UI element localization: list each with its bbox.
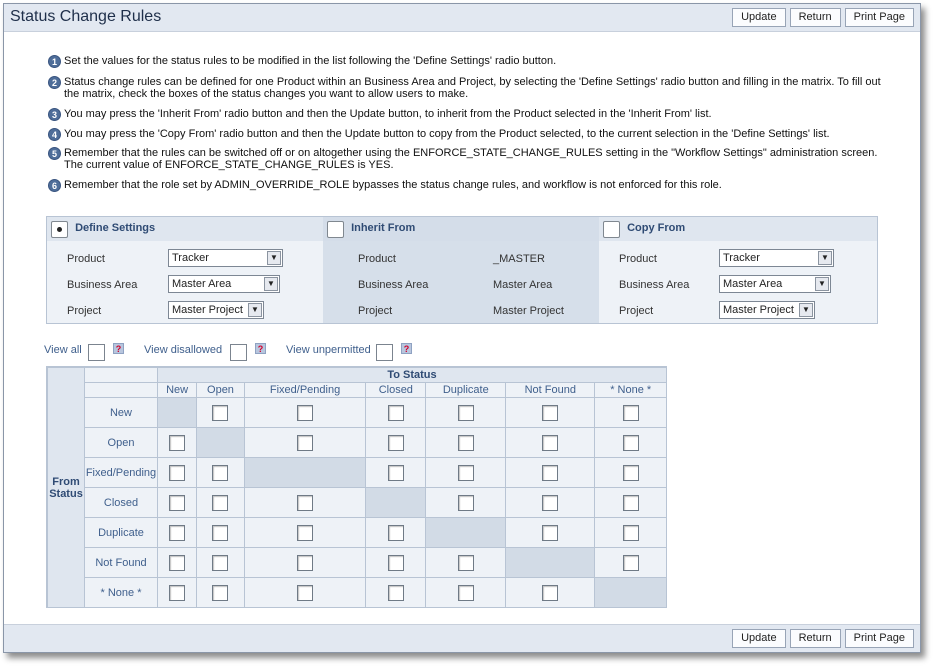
- instruction-text: You may press the 'Copy From' radio button and then the Update button to copy from the Product selected, to the current selection in the 'Define Settings' list.: [64, 128, 830, 140]
- matrix-cell: [426, 488, 506, 518]
- top-toolbar: [4, 4, 920, 32]
- step-number-badge: 5: [48, 147, 61, 160]
- define-settings-body: [47, 241, 323, 323]
- transition-checkbox[interactable]: [212, 495, 228, 511]
- from-status-row-header: Closed: [85, 488, 158, 518]
- inherit-from-body: [323, 241, 599, 323]
- matrix-cell: [244, 428, 366, 458]
- copy-from-radio[interactable]: [603, 221, 620, 238]
- to-status-column-header: Open: [197, 383, 245, 398]
- settings-panel: [46, 216, 878, 324]
- page-title: Status Change Rules: [10, 8, 162, 25]
- matrix-cell: [506, 398, 595, 428]
- chevron-down-icon: ▼: [815, 277, 829, 291]
- step-number-badge: 3: [48, 108, 61, 121]
- select-value: Master Project: [172, 304, 243, 316]
- transition-checkbox[interactable]: [169, 525, 185, 541]
- view-disallowed-checkbox[interactable]: [230, 344, 247, 361]
- table-row: [48, 548, 667, 578]
- step-number-badge: 1: [48, 55, 61, 68]
- transition-checkbox[interactable]: [542, 585, 558, 601]
- transition-checkbox[interactable]: [458, 465, 474, 481]
- view-all-label: View all: [44, 344, 82, 356]
- define-project-row: [47, 297, 323, 321]
- matrix-cell: [426, 428, 506, 458]
- define-settings-radio[interactable]: [51, 221, 68, 238]
- matrix-cell: [158, 488, 197, 518]
- transition-checkbox[interactable]: [458, 435, 474, 451]
- matrix-cell: [158, 578, 197, 608]
- chevron-down-icon: ▼: [264, 277, 278, 291]
- select-value: Master Area: [172, 278, 232, 290]
- transition-checkbox[interactable]: [388, 555, 404, 571]
- table-row: [48, 518, 667, 548]
- matrix-cell: [244, 548, 366, 578]
- matrix-cell: [595, 518, 667, 548]
- copy-product-row: [599, 245, 877, 269]
- matrix-cell: [426, 398, 506, 428]
- from-status-row-header: Duplicate: [85, 518, 158, 548]
- matrix-cell: [366, 548, 426, 578]
- matrix-cell: [506, 428, 595, 458]
- to-status-label: To Status: [158, 368, 667, 383]
- table-row: [48, 398, 667, 428]
- matrix-cell: [244, 398, 366, 428]
- select-value: Tracker: [723, 252, 760, 264]
- inherit-project-row: [323, 297, 599, 321]
- matrix-cell: [197, 458, 245, 488]
- instruction-text: Status change rules can be defined for one Product within an Business Area and Project, by selecting the 'Define Settings' radio button and filling in the matrix. To fill out the matrix, check the boxes of the status changes you want to allow users to make.: [64, 76, 881, 100]
- transition-checkbox[interactable]: [623, 495, 639, 511]
- matrix-cell: [158, 548, 197, 578]
- from-status-row-header: New: [85, 398, 158, 428]
- matrix-cell: [366, 578, 426, 608]
- project-label: Project: [67, 305, 102, 317]
- copy-project-select[interactable]: [719, 301, 815, 319]
- matrix-cell: [197, 578, 245, 608]
- inherit-product-value: _MASTER: [493, 253, 545, 265]
- transition-checkbox[interactable]: [169, 435, 185, 451]
- matrix-cell-disabled: [506, 548, 595, 578]
- matrix-corner: [85, 368, 158, 383]
- chevron-down-icon: ▼: [267, 251, 281, 265]
- top-button-group: [732, 8, 914, 27]
- copy-area-row: [599, 271, 877, 295]
- matrix-cell: [366, 398, 426, 428]
- instruction-6: [48, 179, 722, 191]
- table-row: [48, 578, 667, 608]
- help-icon[interactable]: ?: [113, 343, 124, 354]
- status-matrix: [46, 366, 667, 608]
- define-product-select[interactable]: [168, 249, 283, 267]
- transition-checkbox[interactable]: [458, 555, 474, 571]
- matrix-cell-disabled: [158, 398, 197, 428]
- transition-checkbox[interactable]: [623, 435, 639, 451]
- transition-checkbox[interactable]: [542, 525, 558, 541]
- bottom-toolbar: [4, 624, 920, 652]
- business-area-label: Business Area: [619, 279, 690, 291]
- inherit-area-row: [323, 271, 599, 295]
- matrix-cell: [595, 398, 667, 428]
- matrix-cell: [595, 458, 667, 488]
- transition-checkbox[interactable]: [297, 585, 313, 601]
- table-row: [48, 428, 667, 458]
- define-settings-header: [51, 221, 323, 243]
- instruction-2: [48, 76, 898, 100]
- matrix-cell: [366, 518, 426, 548]
- inherit-product-row: [323, 245, 599, 269]
- transition-checkbox[interactable]: [388, 525, 404, 541]
- matrix-cell: [595, 488, 667, 518]
- inherit-from-column: [323, 217, 599, 323]
- chevron-down-icon: ▼: [799, 303, 813, 317]
- matrix-cell: [506, 488, 595, 518]
- transition-checkbox[interactable]: [169, 585, 185, 601]
- product-label: Product: [67, 253, 105, 265]
- instruction-text: Remember that the rules can be switched off or on altogether using the ENFORCE_STATE_CHANGE_RULES setting in the "Workflow Settings" administration screen. The current value of ENFORCE_STATE_CHANGE_RULES is YES.: [64, 147, 878, 171]
- instruction-text: Remember that the role set by ADMIN_OVERRIDE_ROLE bypasses the status change rules, and workflow is not enforced for this role.: [64, 179, 722, 191]
- view-all-checkbox[interactable]: [88, 344, 105, 361]
- print-page-button[interactable]: Print Page: [845, 8, 914, 27]
- transition-checkbox[interactable]: [623, 525, 639, 541]
- copy-project-row: [599, 297, 877, 321]
- step-number-badge: 2: [48, 76, 61, 89]
- select-value: Tracker: [172, 252, 209, 264]
- select-value: Master Area: [723, 278, 783, 290]
- transition-checkbox[interactable]: [169, 555, 185, 571]
- matrix-cell: [158, 518, 197, 548]
- product-label: Product: [619, 253, 657, 265]
- matrix-cell: [426, 578, 506, 608]
- view-disallowed-label: View disallowed: [144, 344, 223, 356]
- inherit-from-radio[interactable]: [327, 221, 344, 238]
- table-row: [48, 488, 667, 518]
- chevron-down-icon: ▼: [248, 303, 262, 317]
- matrix-corner: [85, 383, 158, 398]
- business-area-label: Business Area: [358, 279, 429, 291]
- matrix-cell-disabled: [595, 578, 667, 608]
- from-status-row-header: * None *: [85, 578, 158, 608]
- transition-checkbox[interactable]: [297, 405, 313, 421]
- copy-from-body: [599, 241, 877, 323]
- transition-checkbox[interactable]: [623, 465, 639, 481]
- matrix-column-header-row: [48, 383, 667, 398]
- return-button[interactable]: Return: [790, 629, 841, 648]
- transition-checkbox[interactable]: [388, 435, 404, 451]
- transition-checkbox[interactable]: [388, 585, 404, 601]
- transition-checkbox[interactable]: [623, 555, 639, 571]
- transition-checkbox[interactable]: [388, 465, 404, 481]
- transition-checkbox[interactable]: [212, 525, 228, 541]
- instruction-4: [48, 128, 830, 140]
- copy-from-label: Copy From: [627, 222, 686, 234]
- view-unpermitted-checkbox[interactable]: [376, 344, 393, 361]
- instruction-1: [48, 55, 556, 67]
- from-status-row-header: Open: [85, 428, 158, 458]
- transition-checkbox[interactable]: [169, 465, 185, 481]
- to-status-column-header: Duplicate: [426, 383, 506, 398]
- instruction-5: [48, 147, 898, 171]
- inherit-area-value: Master Area: [493, 279, 553, 291]
- transition-checkbox[interactable]: [388, 405, 404, 421]
- transition-checkbox[interactable]: [458, 495, 474, 511]
- matrix-cell: [244, 488, 366, 518]
- transition-checkbox[interactable]: [542, 405, 558, 421]
- instruction-text: Set the values for the status rules to be modified in the list following the 'Define Settings' radio button.: [64, 55, 557, 67]
- transition-checkbox[interactable]: [212, 465, 228, 481]
- chevron-down-icon: ▼: [818, 251, 832, 265]
- copy-area-select[interactable]: [719, 275, 831, 293]
- matrix-cell: [426, 458, 506, 488]
- matrix-cell: [366, 428, 426, 458]
- define-settings-column: [47, 217, 323, 323]
- to-status-column-header: Fixed/Pending: [244, 383, 366, 398]
- product-label: Product: [358, 253, 396, 265]
- transition-checkbox[interactable]: [623, 405, 639, 421]
- matrix-cell: [158, 428, 197, 458]
- from-status-label: From Status: [48, 368, 85, 608]
- matrix-cell: [506, 458, 595, 488]
- matrix-cell-disabled: [244, 458, 366, 488]
- define-product-row: [47, 245, 323, 269]
- matrix-cell: [595, 548, 667, 578]
- update-button[interactable]: Update: [732, 8, 785, 27]
- matrix-header-row: [48, 368, 667, 383]
- from-status-row-header: Not Found: [85, 548, 158, 578]
- project-label: Project: [619, 305, 654, 317]
- instruction-text: You may press the 'Inherit From' radio button and then the Update button, to inherit from the Product selected in the 'Inherit From' list.: [64, 108, 712, 120]
- inherit-from-header: [327, 221, 599, 243]
- inherit-project-value: Master Project: [493, 305, 564, 317]
- table-row: [48, 458, 667, 488]
- matrix-cell: [426, 548, 506, 578]
- transition-checkbox[interactable]: [212, 555, 228, 571]
- transition-checkbox[interactable]: [212, 405, 228, 421]
- to-status-column-header: Not Found: [506, 383, 595, 398]
- matrix-cell: [197, 518, 245, 548]
- matrix-cell: [366, 458, 426, 488]
- matrix-cell: [197, 548, 245, 578]
- step-number-badge: 6: [48, 179, 61, 192]
- define-settings-label: Define Settings: [75, 222, 156, 234]
- matrix-cell: [595, 428, 667, 458]
- matrix-cell: [197, 398, 245, 428]
- define-area-row: [47, 271, 323, 295]
- print-page-button[interactable]: Print Page: [845, 629, 914, 648]
- transition-checkbox[interactable]: [297, 555, 313, 571]
- transition-checkbox[interactable]: [297, 435, 313, 451]
- transition-checkbox[interactable]: [542, 435, 558, 451]
- copy-from-column: [599, 217, 877, 323]
- step-number-badge: 4: [48, 128, 61, 141]
- transition-checkbox[interactable]: [542, 465, 558, 481]
- transition-checkbox[interactable]: [212, 585, 228, 601]
- select-value: Master Project: [723, 304, 794, 316]
- help-icon[interactable]: ?: [401, 343, 412, 354]
- from-status-row-header: Fixed/Pending: [85, 458, 158, 488]
- matrix-cell-disabled: [197, 428, 245, 458]
- to-status-column-header: Closed: [366, 383, 426, 398]
- inherit-from-label: Inherit From: [351, 222, 416, 234]
- copy-from-header: [603, 221, 877, 243]
- copy-product-select[interactable]: [719, 249, 834, 267]
- bottom-button-group: [732, 629, 914, 648]
- matrix-cell: [506, 578, 595, 608]
- view-unpermitted-label: View unpermitted: [286, 344, 371, 356]
- matrix-cell: [244, 578, 366, 608]
- matrix-cell-disabled: [366, 488, 426, 518]
- transition-checkbox[interactable]: [169, 495, 185, 511]
- instruction-3: [48, 108, 712, 120]
- matrix-cell: [506, 518, 595, 548]
- help-icon[interactable]: ?: [255, 343, 266, 354]
- matrix-cell: [158, 458, 197, 488]
- define-area-select[interactable]: [168, 275, 280, 293]
- status-matrix-table: [47, 367, 667, 608]
- matrix-cell: [244, 518, 366, 548]
- status-change-rules-window: [3, 3, 921, 653]
- matrix-cell: [197, 488, 245, 518]
- to-status-column-header: * None *: [595, 383, 667, 398]
- update-button[interactable]: Update: [732, 629, 785, 648]
- to-status-column-header: New: [158, 383, 197, 398]
- define-project-select[interactable]: [168, 301, 264, 319]
- transition-checkbox[interactable]: [297, 525, 313, 541]
- business-area-label: Business Area: [67, 279, 138, 291]
- transition-checkbox[interactable]: [542, 495, 558, 511]
- project-label: Project: [358, 305, 393, 317]
- matrix-cell-disabled: [426, 518, 506, 548]
- return-button[interactable]: Return: [790, 8, 841, 27]
- transition-checkbox[interactable]: [458, 405, 474, 421]
- transition-checkbox[interactable]: [297, 495, 313, 511]
- transition-checkbox[interactable]: [458, 585, 474, 601]
